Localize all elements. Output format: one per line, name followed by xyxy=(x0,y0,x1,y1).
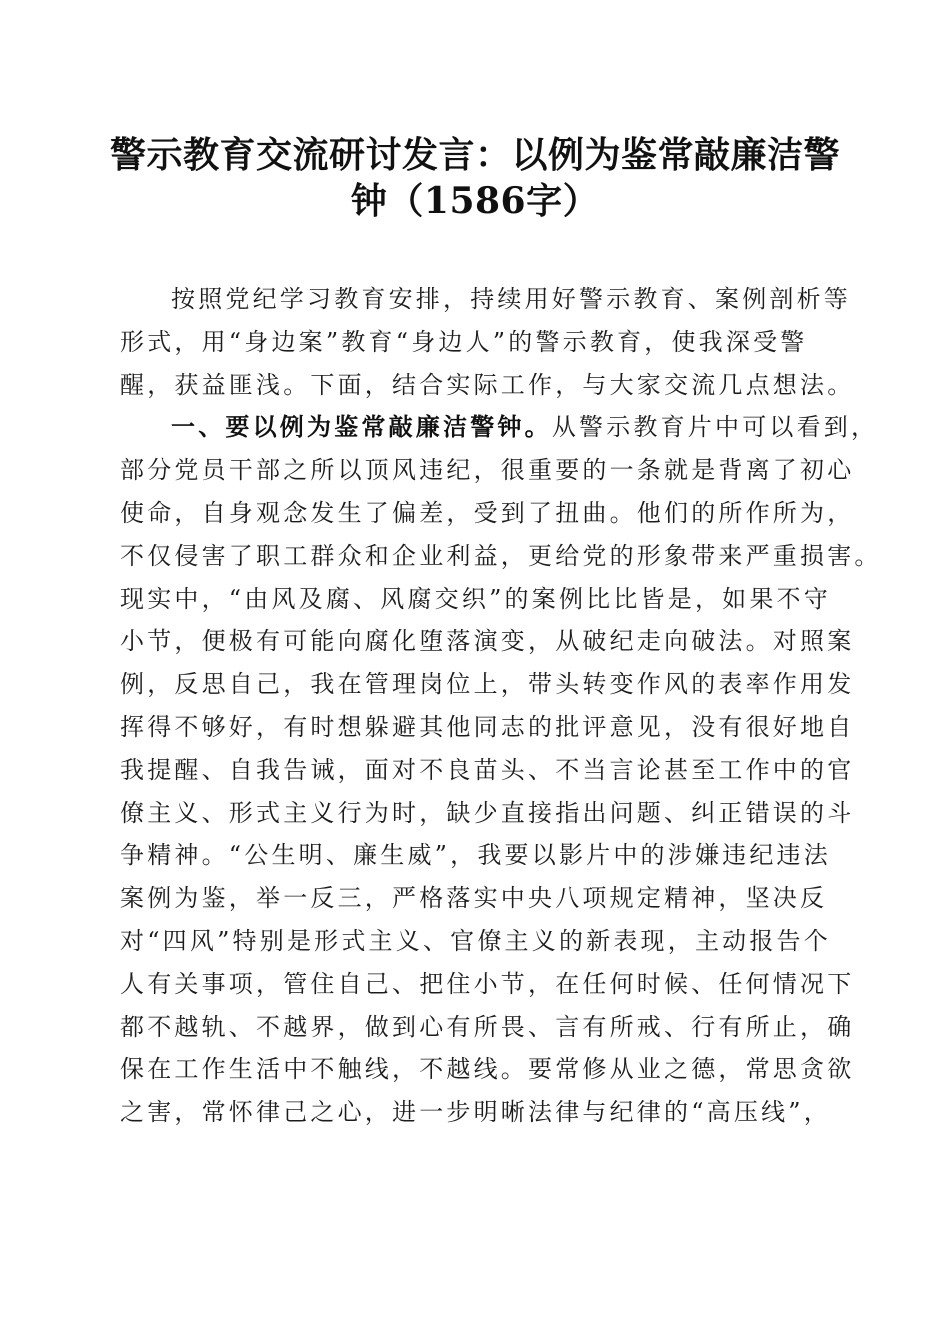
paragraph-2-line: 人有关事项，管住自己、把住小节，在任何时候、任何情况下 xyxy=(120,969,855,998)
title-line-2: 钟（1586字） xyxy=(350,180,600,222)
paragraph-2-line: 现实中，“由风及腐、风腐交织”的案例比比皆是，如果不守 xyxy=(120,584,831,613)
paragraph-2-line: 使命，自身观念发生了偏差，受到了扭曲。他们的所作所为， xyxy=(120,498,855,527)
paragraph-2-line: 例，反思自己，我在管理岗位上，带头转变作风的表率作用发 xyxy=(120,670,855,699)
paragraph-2-line: 挥得不够好，有时想躲避其他同志的批评意见，没有很好地自 xyxy=(120,712,855,741)
paragraph-2-line: 小节，便极有可能向腐化堕落演变，从破纪走向破法。对照案 xyxy=(120,627,855,656)
paragraph-2-line: 我提醒、自我告诫，面对不良苗头、不当言论甚至工作中的官 xyxy=(120,755,855,784)
paragraph-1-line-3: 醒，获益匪浅。下面，结合实际工作，与大家交流几点想法。 xyxy=(120,370,855,399)
paragraph-2-line: 案例为鉴，举一反三，严格落实中央八项规定精神，坚决反 xyxy=(120,884,828,913)
section-heading: 一、要以例为鉴常敲廉洁警钟。 xyxy=(171,412,552,442)
paragraph-2-line: 部分党员干部之所以顶风违纪，很重要的一条就是背离了初心 xyxy=(120,456,855,485)
paragraph-2-line: 僚主义、形式主义行为时，缺少直接指出问题、纠正错误的斗 xyxy=(120,798,855,827)
paragraph-2-line: 对“四风”特别是形式主义、官僚主义的新表现，主动报告个 xyxy=(120,926,831,955)
paragraph-2-line: 之害，常怀律己之心，进一步明晰法律与纪律的“高压线”， xyxy=(120,1098,831,1127)
paragraph-2-line: 不仅侵害了职工群众和企业利益，更给党的形象带来严重损害。 xyxy=(120,541,882,570)
page-title xyxy=(100,132,850,224)
paragraph-2-line-1 xyxy=(120,406,879,449)
paragraph-2-line: 保在工作生活中不触线，不越线。要常修从业之德，常思贪欲 xyxy=(120,1055,855,1084)
paragraph-1-line-1: 按照党纪学习教育安排，持续用好警示教育、案例剖析等 xyxy=(171,285,851,313)
document-body xyxy=(120,278,882,1134)
paragraph-1-line-2: 形式，用“身边案”教育“身边人”的警示教育，使我深受警 xyxy=(120,327,808,356)
paragraph-2-line: 都不越轨、不越界，做到心有所畏、言有所戒、行有所止，确 xyxy=(120,1012,855,1041)
paragraph-2-line: 争精神。“公生明、廉生威”，我要以影片中的涉嫌违纪违法 xyxy=(120,841,831,870)
title-line-1: 警示教育交流研讨发言：以例为鉴常敲廉洁警 xyxy=(109,134,840,176)
paragraph-2-line-1-text: 从警示教育片中可以看到， xyxy=(551,413,879,442)
